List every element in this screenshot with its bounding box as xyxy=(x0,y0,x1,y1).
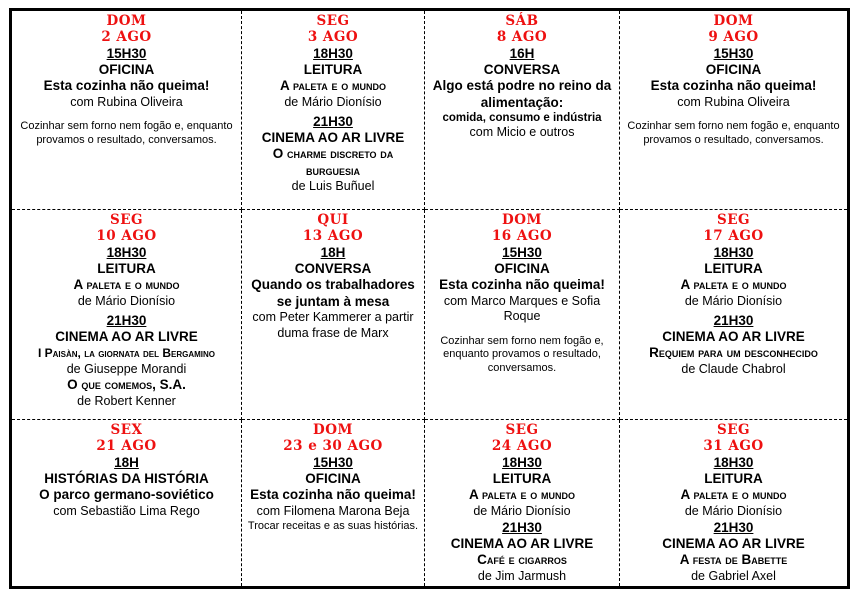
event-time: 18H30 xyxy=(713,245,754,260)
event-cell-31-ago xyxy=(620,420,847,586)
event-type: LEITURA xyxy=(492,471,552,486)
event-author: de Mário Dionísio xyxy=(473,503,571,518)
event-host: com Rubina Oliveira xyxy=(677,94,790,109)
event-date: 10 AGO xyxy=(96,228,157,244)
event-date: 16 AGO xyxy=(491,228,553,244)
event-time: 16H xyxy=(509,46,535,61)
event-title: A paleta e o mundo xyxy=(469,487,575,502)
event-host: com Peter Kammerer a partir duma frase de Marx xyxy=(252,310,414,340)
film-director: de Giuseppe Morandi xyxy=(66,361,187,376)
event-host: com Sebastião Lima Rego xyxy=(53,503,200,518)
event-title: A paleta e o mundo xyxy=(73,277,180,292)
event-date: 17 AGO xyxy=(703,228,764,244)
film-title: Requiem para um desconhecido xyxy=(649,345,818,360)
event-time: 21H30 xyxy=(502,520,542,535)
day-of-week: DOM xyxy=(313,422,353,438)
event-type: OFICINA xyxy=(494,261,550,276)
event-description: Cozinhar sem forno nem fogão e, enquanto provamos o resultado, conversamos. xyxy=(440,334,604,374)
event-time: 21H30 xyxy=(313,114,353,129)
day-of-week: SÁB xyxy=(505,13,539,29)
event-type: CONVERSA xyxy=(294,261,372,276)
event-cell-2-ago xyxy=(12,11,242,210)
event-title: Esta cozinha não queima! xyxy=(250,487,416,502)
event-date: 24 AGO xyxy=(491,438,553,454)
event-time: 18H30 xyxy=(713,455,754,470)
film-director: de Luis Buñuel xyxy=(291,179,375,193)
event-time: 18H xyxy=(114,455,139,470)
event-type: CONVERSA xyxy=(483,62,561,77)
event-cell-16-ago xyxy=(425,210,620,420)
event-time: 21H30 xyxy=(713,520,754,535)
film-title: I Paisàn, la giornata del Bergamino xyxy=(37,346,216,360)
event-type: LEITURA xyxy=(303,62,363,77)
event-author: de Mário Dionísio xyxy=(284,94,382,109)
event-type: CINEMA AO AR LIVRE xyxy=(450,536,594,551)
film-title: O charme discreto da burguesia xyxy=(272,146,394,178)
event-date: 9 AGO xyxy=(708,29,759,45)
event-date: 8 AGO xyxy=(496,29,548,45)
event-time: 15H30 xyxy=(313,455,353,470)
event-date: 31 AGO xyxy=(703,438,764,454)
event-type: OFICINA xyxy=(705,62,762,77)
film-director: de Gabriel Axel xyxy=(691,568,776,583)
day-of-week: DOM xyxy=(713,13,754,29)
event-cell-3-ago xyxy=(242,11,425,210)
event-cell-8-ago xyxy=(425,11,620,210)
event-host: com Filomena Marona Beja xyxy=(256,503,410,518)
event-description: Cozinhar sem forno nem fogão e, enquanto provamos o resultado, conversamos. xyxy=(627,120,840,146)
event-time: 15H30 xyxy=(713,46,754,61)
event-date: 21 AGO xyxy=(96,438,157,454)
day-of-week: SEX xyxy=(110,422,143,438)
day-of-week: DOM xyxy=(502,212,542,228)
event-cell-10-ago xyxy=(12,210,242,420)
event-type: LEITURA xyxy=(704,261,763,276)
event-title: O parco germano-soviético xyxy=(39,487,214,502)
event-title: Algo está podre no reino da alimentação: xyxy=(432,78,612,110)
event-type: HISTÓRIAS DA HISTÓRIA xyxy=(44,471,209,486)
event-cell-23-30-ago xyxy=(242,420,425,586)
day-of-week: SEG xyxy=(716,422,751,438)
event-description: Cozinhar sem forno nem fogão e, enquanto provamos o resultado, conversamos. xyxy=(20,120,233,146)
event-author: de Mário Dionísio xyxy=(684,503,783,518)
event-date: 13 AGO xyxy=(302,228,364,244)
day-of-week: DOM xyxy=(106,13,147,29)
event-host: com Marco Marques e Sofia Roque xyxy=(443,293,601,323)
day-of-week: SEG xyxy=(716,212,751,228)
event-time: 18H30 xyxy=(502,455,542,470)
event-cell-13-ago xyxy=(242,210,425,420)
event-title: A paleta e o mundo xyxy=(680,277,787,292)
event-author: de Mário Dionísio xyxy=(684,293,783,308)
event-title: Quando os trabalhadores se juntam à mesa xyxy=(251,277,415,309)
event-type: CINEMA AO AR LIVRE xyxy=(261,130,405,145)
event-host: com Rubina Oliveira xyxy=(70,94,183,109)
event-date: 3 AGO xyxy=(307,29,359,45)
event-date: 23 e 30 AGO xyxy=(283,438,383,454)
event-time: 18H30 xyxy=(313,46,353,61)
event-type: LEITURA xyxy=(97,261,156,276)
event-type: OFICINA xyxy=(305,471,361,486)
event-time: 18H30 xyxy=(106,245,147,260)
event-cell-21-ago xyxy=(12,420,242,586)
event-title: A paleta e o mundo xyxy=(280,78,386,93)
event-type: CINEMA AO AR LIVRE xyxy=(55,329,198,344)
event-cell-9-ago xyxy=(620,11,847,210)
event-title: A paleta e o mundo xyxy=(680,487,787,502)
day-of-week: SEG xyxy=(505,422,539,438)
film-director: de Claude Chabrol xyxy=(681,361,786,376)
event-cell-17-ago xyxy=(620,210,847,420)
film-director: de Robert Kenner xyxy=(77,393,176,408)
film-title: A festa de Babette xyxy=(679,552,788,567)
film-title: O que comemos, S.A. xyxy=(67,377,186,392)
event-title: Esta cozinha não queima! xyxy=(43,78,210,93)
film-director: de Jim Jarmush xyxy=(477,568,567,583)
event-time: 18H xyxy=(320,245,346,260)
schedule-grid xyxy=(12,11,847,586)
event-title: Esta cozinha não queima! xyxy=(650,78,817,93)
event-type: CINEMA AO AR LIVRE xyxy=(662,536,805,551)
event-time: 21H30 xyxy=(106,313,147,328)
schedule-frame xyxy=(9,8,850,589)
event-title: Esta cozinha não queima! xyxy=(439,277,605,292)
event-type: CINEMA AO AR LIVRE xyxy=(662,329,805,344)
event-cell-24-ago xyxy=(425,420,620,586)
event-time: 15H30 xyxy=(106,46,147,61)
event-host: com Micio e outros xyxy=(469,125,575,139)
event-time: 21H30 xyxy=(713,313,754,328)
day-of-week: SEG xyxy=(109,212,144,228)
event-subtitle: comida, consumo e indústria xyxy=(442,112,602,124)
day-of-week: QUI xyxy=(317,212,349,228)
film-title: Café e cigarros xyxy=(477,552,567,567)
event-date: 2 AGO xyxy=(101,29,152,45)
day-of-week: SEG xyxy=(316,13,350,29)
event-type: OFICINA xyxy=(98,62,155,77)
event-type: LEITURA xyxy=(704,471,763,486)
event-description: Trocar receitas e as suas histórias. xyxy=(247,520,419,532)
event-author: de Mário Dionísio xyxy=(77,293,176,308)
event-time: 15H30 xyxy=(502,245,542,260)
